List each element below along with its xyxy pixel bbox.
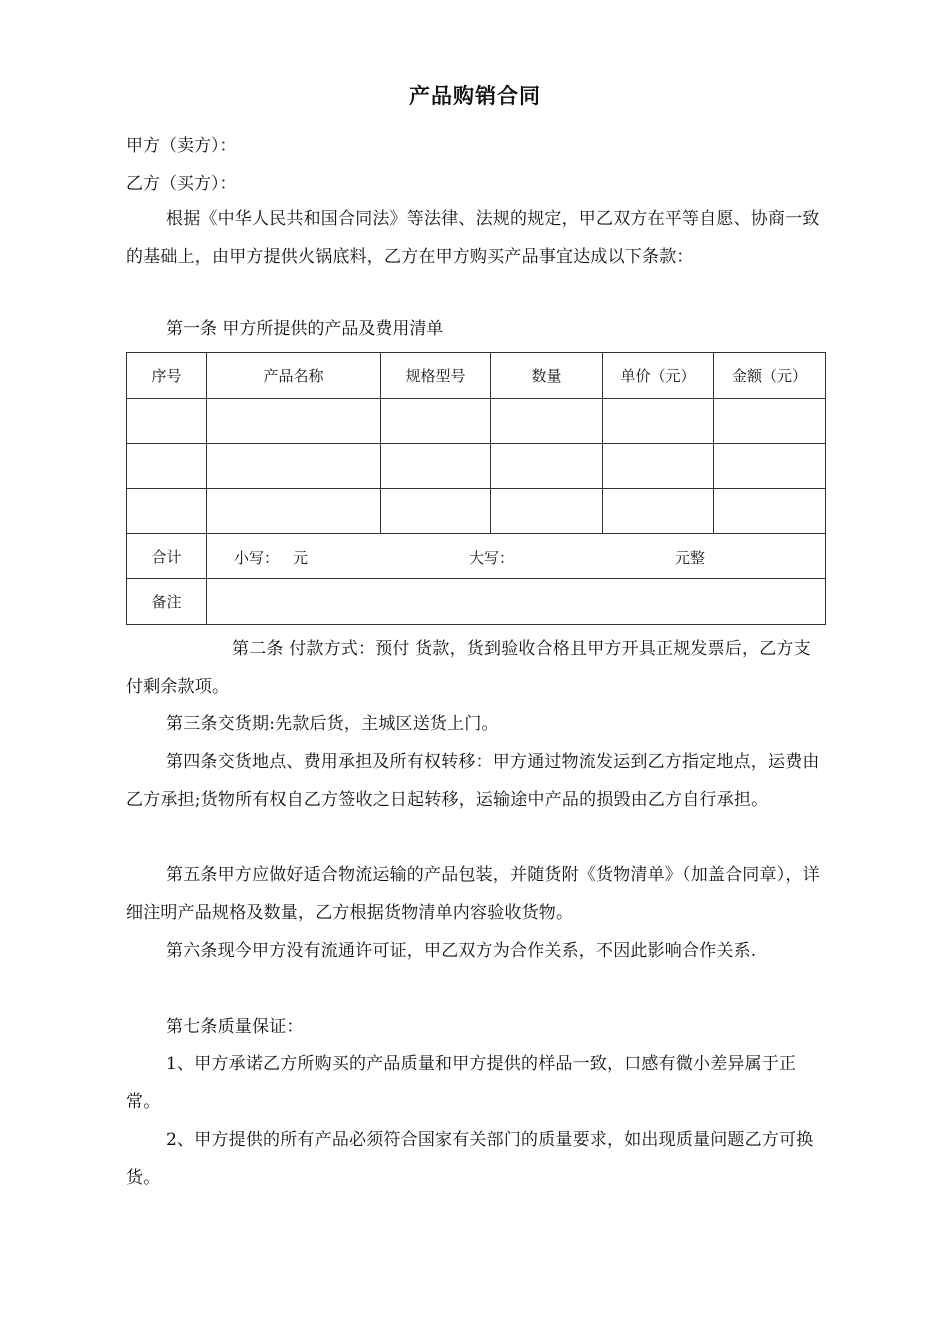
article6-paragraph <box>126 932 826 970</box>
header-cell-index: 序号 <box>127 353 207 399</box>
intro-paragraph <box>126 200 826 276</box>
article4-paragraph <box>126 743 826 819</box>
table-cell[interactable] <box>603 444 714 489</box>
article7-item2-paragraph <box>126 1121 826 1197</box>
table-row <box>127 444 826 489</box>
total-value-cell[interactable] <box>207 534 826 579</box>
table-cell[interactable] <box>381 399 491 444</box>
table-cell[interactable] <box>127 399 207 444</box>
table-cell[interactable] <box>603 399 714 444</box>
header-cell-spec: 规格型号 <box>381 353 491 399</box>
table-cell[interactable] <box>714 399 826 444</box>
article3-paragraph <box>126 705 826 743</box>
party-b-label: 乙方（买方）： <box>126 174 237 194</box>
table-cell[interactable] <box>714 489 826 534</box>
table-row <box>127 399 826 444</box>
table-cell[interactable] <box>603 489 714 534</box>
article5-text: 第五条甲方应做好适合物流运输的产品包装，并随货附《货物清单》（加盖合同章），详细注明产品规格及数量，乙方根据货物清单内容验收货物。 <box>126 865 820 923</box>
table-cell[interactable] <box>491 399 603 444</box>
article7-item1-text: 1、甲方承诺乙方所购买的产品质量和甲方提供的样品一致，口感有微小差异属于正常。 <box>126 1054 797 1112</box>
table-cell[interactable] <box>491 444 603 489</box>
article2-text: 第二条 付款方式：预付 货款，货到验收合格且甲方开具正规发票后，乙方支付剩余款项。 <box>126 639 811 697</box>
intro-text: 根据《中华人民共和国合同法》等法律、法规的规定，甲乙双方在平等自愿、协商一致的基础上，由甲方提供火锅底料，乙方在甲方购买产品事宜达成以下条款： <box>126 209 820 267</box>
upper-case-label: 大写： <box>469 549 515 567</box>
article7-item2-text: 2、甲方提供的所有产品必须符合国家有关部门的质量要求，如出现质量问题乙方可换货。 <box>126 1130 814 1188</box>
article4-text: 第四条交货地点、费用承担及所有权转移：甲方通过物流发运到乙方指定地点，运费由乙方承担;货物所有权自乙方签收之日起转移，运输途中产品的损毁由乙方自行承担。 <box>126 752 820 810</box>
table-cell[interactable] <box>127 444 207 489</box>
header-cell-unit-price: 单价（元） <box>603 353 714 399</box>
article7-heading-text: 第七条质量保证： <box>166 1017 304 1037</box>
article2-paragraph <box>126 630 826 706</box>
table-cell[interactable] <box>381 444 491 489</box>
table-header-row <box>127 353 826 399</box>
table-cell[interactable] <box>714 444 826 489</box>
table-total-row <box>127 534 826 579</box>
note-label: 备注 <box>127 579 207 625</box>
lower-case-unit: 元 <box>293 549 309 567</box>
table-cell[interactable] <box>207 399 381 444</box>
table-cell[interactable] <box>491 489 603 534</box>
table-cell[interactable] <box>207 489 381 534</box>
article7-item1-paragraph <box>126 1045 826 1121</box>
table-row <box>127 489 826 534</box>
table-cell[interactable] <box>127 489 207 534</box>
total-label: 合计 <box>127 534 207 579</box>
article3-text: 第三条交货期:先款后货，主城区送货上门。 <box>166 714 499 734</box>
note-value-cell[interactable] <box>207 579 826 625</box>
party-a-label: 甲方（卖方）： <box>126 136 237 156</box>
article6-text: 第六条现今甲方没有流通许可证，甲乙双方为合作关系，不因此影响合作关系. <box>166 941 757 961</box>
table-note-row <box>127 579 826 625</box>
article5-paragraph <box>126 856 826 932</box>
header-cell-quantity: 数量 <box>491 353 603 399</box>
article1-heading: 第一条 甲方所提供的产品及费用清单 <box>166 319 444 339</box>
product-fee-table <box>126 352 826 625</box>
lower-case-label: 小写： <box>234 549 280 567</box>
upper-case-unit: 元整 <box>675 549 706 567</box>
document-title: 产品购销合同 <box>409 84 541 108</box>
article7-heading <box>126 1008 826 1046</box>
header-cell-amount: 金额（元） <box>714 353 826 399</box>
header-cell-product-name: 产品名称 <box>207 353 381 399</box>
table-cell[interactable] <box>207 444 381 489</box>
table-cell[interactable] <box>381 489 491 534</box>
